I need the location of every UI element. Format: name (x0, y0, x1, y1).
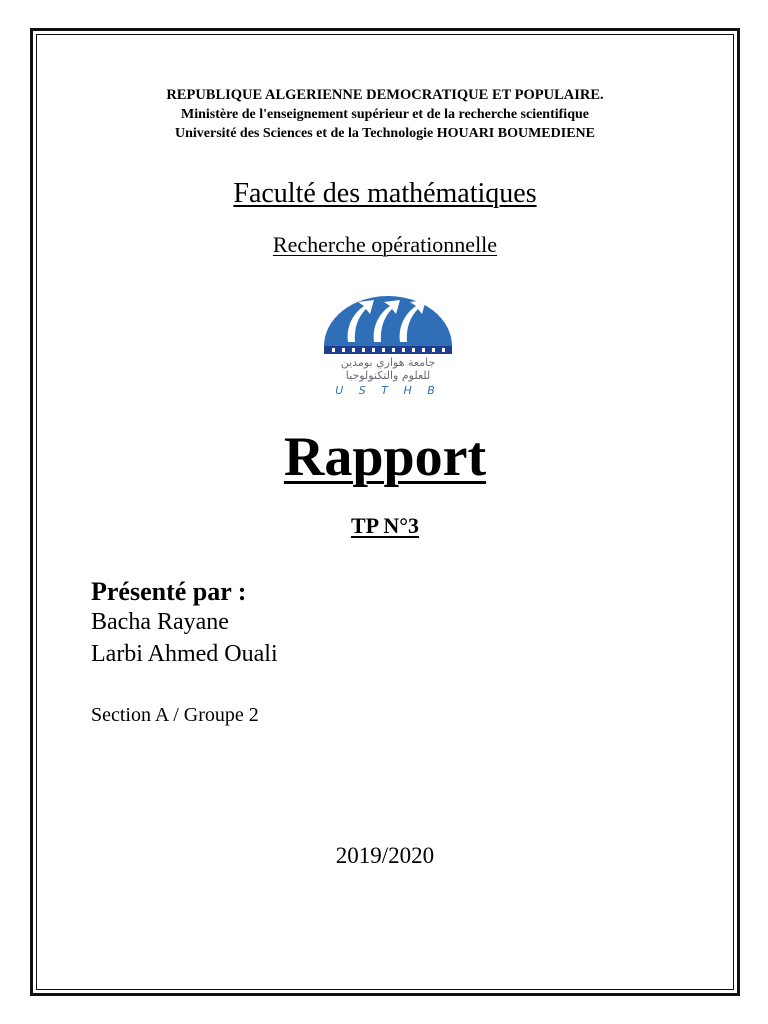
author-name: Bacha Rayane (91, 609, 229, 635)
institution-header (36, 86, 734, 143)
speciality-name-text: Recherche opérationnelle (272, 232, 498, 257)
logo-letters: U S T H B (335, 384, 441, 397)
document-subtitle-text: TP N°3 (350, 513, 420, 538)
section-group: Section A / Groupe 2 (91, 704, 259, 726)
logo-arabic-line1: جامعة هواري بومدين (340, 356, 436, 369)
document-title (36, 420, 734, 494)
header-line-university: Université des Sciences et de la Technologie HOUARI BOUMEDIENE (175, 126, 595, 141)
document-title-text: Rapport (283, 426, 487, 488)
faculty-name (36, 176, 734, 212)
author-name: Larbi Ahmed Ouali (91, 641, 278, 667)
presented-by-label: Présenté par : (91, 577, 247, 606)
header-line-ministry: Ministère de l'enseignement supérieur et de la recherche scientifique (180, 107, 589, 122)
academic-year: 2019/2020 (335, 843, 435, 868)
faculty-name-text: Faculté des mathématiques (233, 178, 537, 209)
usthb-logo (318, 290, 458, 398)
logo-arabic-line2: للعلوم والتكنولوجيا (345, 369, 431, 382)
header-line-republic: REPUBLIQUE ALGERIENNE DEMOCRATIQUE ET POPULAIRE. (166, 87, 604, 103)
speciality-name (36, 230, 734, 260)
document-subtitle (36, 510, 734, 542)
